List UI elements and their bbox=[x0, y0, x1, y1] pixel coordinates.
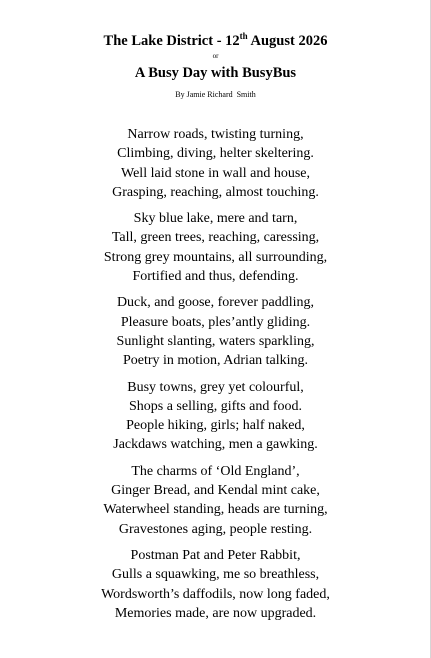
poem-line: People hiking, girls; half naked, bbox=[126, 418, 305, 434]
poem-title bbox=[0, 31, 431, 51]
stanza bbox=[0, 209, 431, 286]
poem-line: Tall, green trees, reaching, caressing, bbox=[111, 230, 320, 246]
poem-line: Grasping, reaching, almost touching. bbox=[112, 184, 319, 200]
poem-line: The charms of ‘Old England’, bbox=[131, 463, 300, 479]
or-separator: or bbox=[212, 52, 219, 60]
poem-line: Narrow roads, twisting turning, bbox=[127, 127, 304, 142]
author-byline: By Jamie Richard Smith bbox=[175, 90, 256, 99]
poem-line: Duck, and goose, forever paddling, bbox=[116, 295, 315, 311]
poem-line: Poetry in motion, Adrian talking. bbox=[122, 353, 309, 369]
poem-line: Pleasure boats, ples’antly gliding. bbox=[120, 314, 311, 330]
poem-line: Sunlight slanting, waters sparkling, bbox=[116, 333, 315, 349]
poem-line: Strong grey mountains, all surrounding, bbox=[103, 249, 328, 265]
stanza bbox=[0, 546, 431, 623]
title-main: The Lake District - 12 bbox=[103, 33, 240, 49]
poem-line: Well laid stone in wall and house, bbox=[121, 165, 310, 181]
poem-line: Gulls a squawking, me so breathless, bbox=[111, 567, 320, 583]
poem-line: Fortified and thus, defending. bbox=[132, 269, 299, 285]
poem-line: Memories made, are now upgraded. bbox=[114, 605, 317, 621]
poem-subtitle: A Busy Day with BusyBus bbox=[134, 65, 297, 81]
poem-line: Shops a selling, gifts and food. bbox=[128, 398, 303, 414]
poem-line: Jackdaws watching, men a gawking. bbox=[113, 437, 318, 453]
poem-line: Sky blue lake, mere and tarn, bbox=[133, 211, 298, 227]
poem-line: Climbing, diving, helter skeltering. bbox=[117, 146, 314, 162]
poem-line: Wordsworth’s daffodils, now long faded, bbox=[101, 586, 330, 602]
poem-line: Gravestones aging, people resting. bbox=[118, 521, 313, 537]
poem-line: Waterwheel standing, heads are turning, bbox=[103, 502, 328, 518]
title-rest: August 2026 bbox=[247, 33, 328, 49]
stanza bbox=[0, 125, 431, 202]
stanza bbox=[0, 293, 431, 370]
stanza bbox=[0, 378, 431, 455]
title-ordinal-suffix: th bbox=[239, 31, 248, 42]
poem-line: Busy towns, grey yet colourful, bbox=[127, 379, 304, 395]
poem-line: Postman Pat and Peter Rabbit, bbox=[130, 547, 301, 563]
stanza bbox=[0, 462, 431, 539]
poem-line: Ginger Bread, and Kendal mint cake, bbox=[111, 483, 320, 499]
poem-body bbox=[0, 125, 431, 630]
